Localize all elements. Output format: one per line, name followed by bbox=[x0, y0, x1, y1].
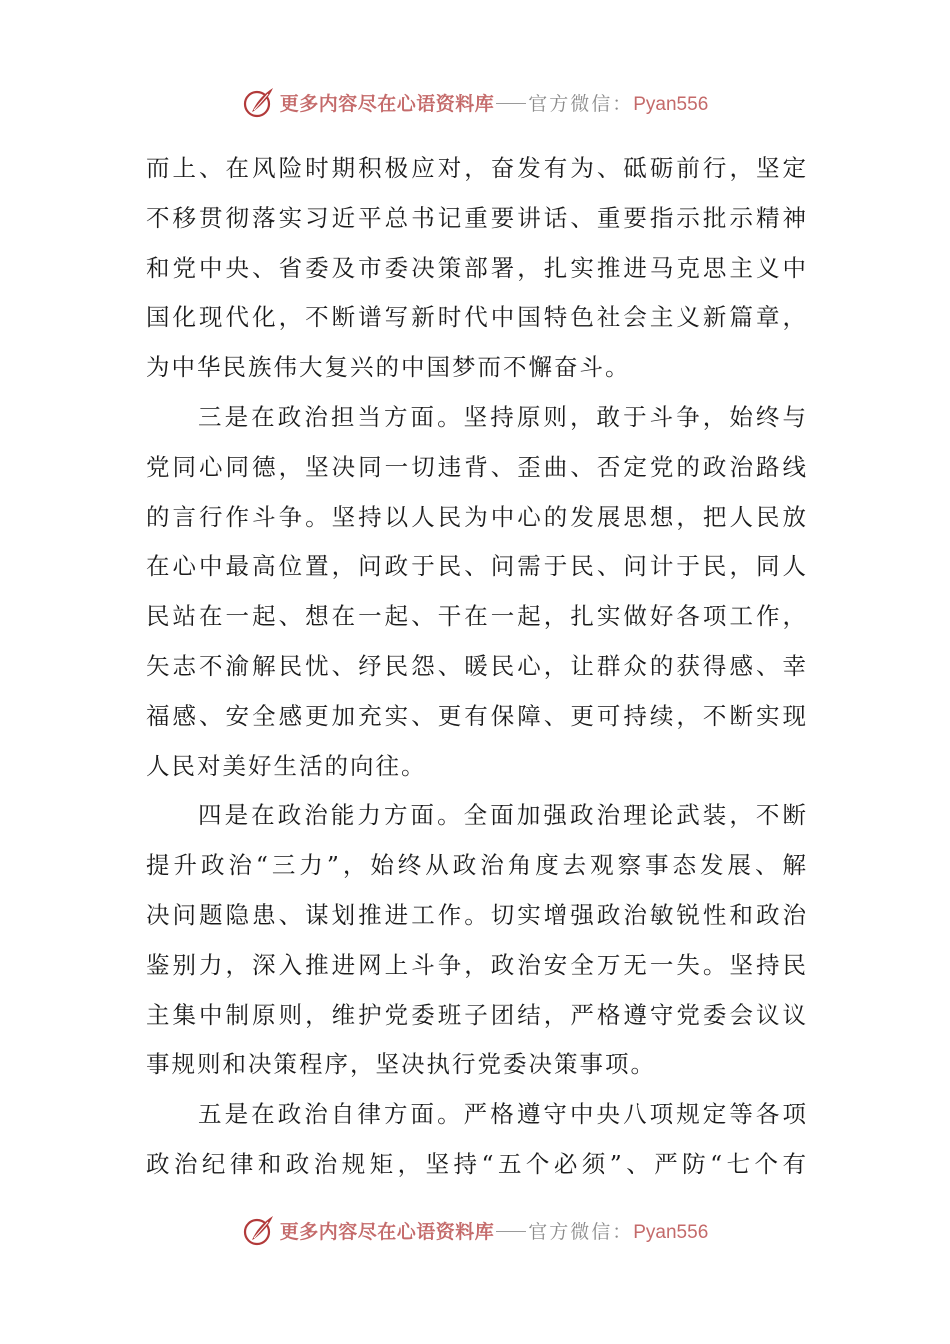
text-line: 提升政治“三力”，始终从政治角度去观察事态发展、解 bbox=[146, 851, 806, 880]
quill-logo-icon bbox=[242, 85, 276, 119]
text-line: 而上、在风险时期积极应对，奋发有为、砥砺前行，坚定 bbox=[146, 154, 806, 182]
text-line: 不移贯彻落实习近平总书记重要讲话、重要指示批示精神 bbox=[146, 203, 806, 232]
quill-logo-icon bbox=[242, 1213, 276, 1247]
text-line: 主集中制原则，维护党委班子团结，严格遵守党委会议议 bbox=[146, 1000, 806, 1029]
text-line: 国化现代化，不断谱写新时代中国特色社会主义新篇章， bbox=[146, 303, 806, 332]
banner-wechat-id: Pyan556 bbox=[633, 1221, 709, 1243]
text-line: 和党中央、省委及市委决策部署，扎实推进马克思主义中 bbox=[146, 253, 806, 282]
footer-banner bbox=[0, 1210, 950, 1250]
text-line: 鉴别力，深入推进网上斗争，政治安全万无一失。坚持民 bbox=[146, 950, 806, 979]
banner-title: 更多内容尽在心语资料库 bbox=[279, 92, 495, 115]
banner-wechat-label: 官方微信： bbox=[528, 92, 634, 115]
paragraph-start-line: 四是在政治能力方面。全面加强政治理论武装，不断 bbox=[198, 801, 806, 830]
text-line: 政治纪律和政治规矩，坚持“五个必须”、严防“七个有 bbox=[146, 1149, 806, 1178]
banner-divider bbox=[496, 1231, 526, 1232]
paragraph-start-line: 三是在政治担当方面。坚持原则，敢于斗争，始终与 bbox=[198, 402, 806, 431]
text-line: 矢志不渝解民忧、纾民怨、暖民心，让群众的获得感、幸 bbox=[146, 651, 806, 680]
text-line: 决问题隐患、谋划推进工作。切实增强政治敏锐性和政治 bbox=[146, 900, 806, 929]
text-line: 在心中最高位置，问政于民、问需于民、问计于民，同人 bbox=[146, 552, 806, 581]
text-line: 福感、安全感更加充实、更有保障、更可持续，不断实现 bbox=[146, 701, 806, 730]
banner-divider bbox=[496, 103, 526, 104]
text-line: 事规则和决策程序，坚决执行党委决策事项。 bbox=[146, 1050, 656, 1079]
banner-wechat-id: Pyan556 bbox=[633, 93, 709, 115]
header-banner bbox=[0, 82, 950, 122]
banner-title: 更多内容尽在心语资料库 bbox=[279, 1220, 495, 1243]
text-line: 的言行作斗争。坚持以人民为中心的发展思想，把人民放 bbox=[146, 502, 806, 531]
banner-wechat-label: 官方微信： bbox=[528, 1220, 634, 1243]
text-line: 人民对美好生活的向往。 bbox=[146, 751, 427, 780]
text-line: 民站在一起、想在一起、干在一起，扎实做好各项工作， bbox=[146, 602, 806, 631]
text-line: 党同心同德，坚决同一切违背、歪曲、否定党的政治路线 bbox=[146, 452, 806, 481]
document-body bbox=[146, 144, 806, 1190]
text-line: 为中华民族伟大复兴的中国梦而不懈奋斗。 bbox=[146, 353, 631, 382]
paragraph-start-line: 五是在政治自律方面。严格遵守中央八项规定等各项 bbox=[198, 1100, 806, 1129]
